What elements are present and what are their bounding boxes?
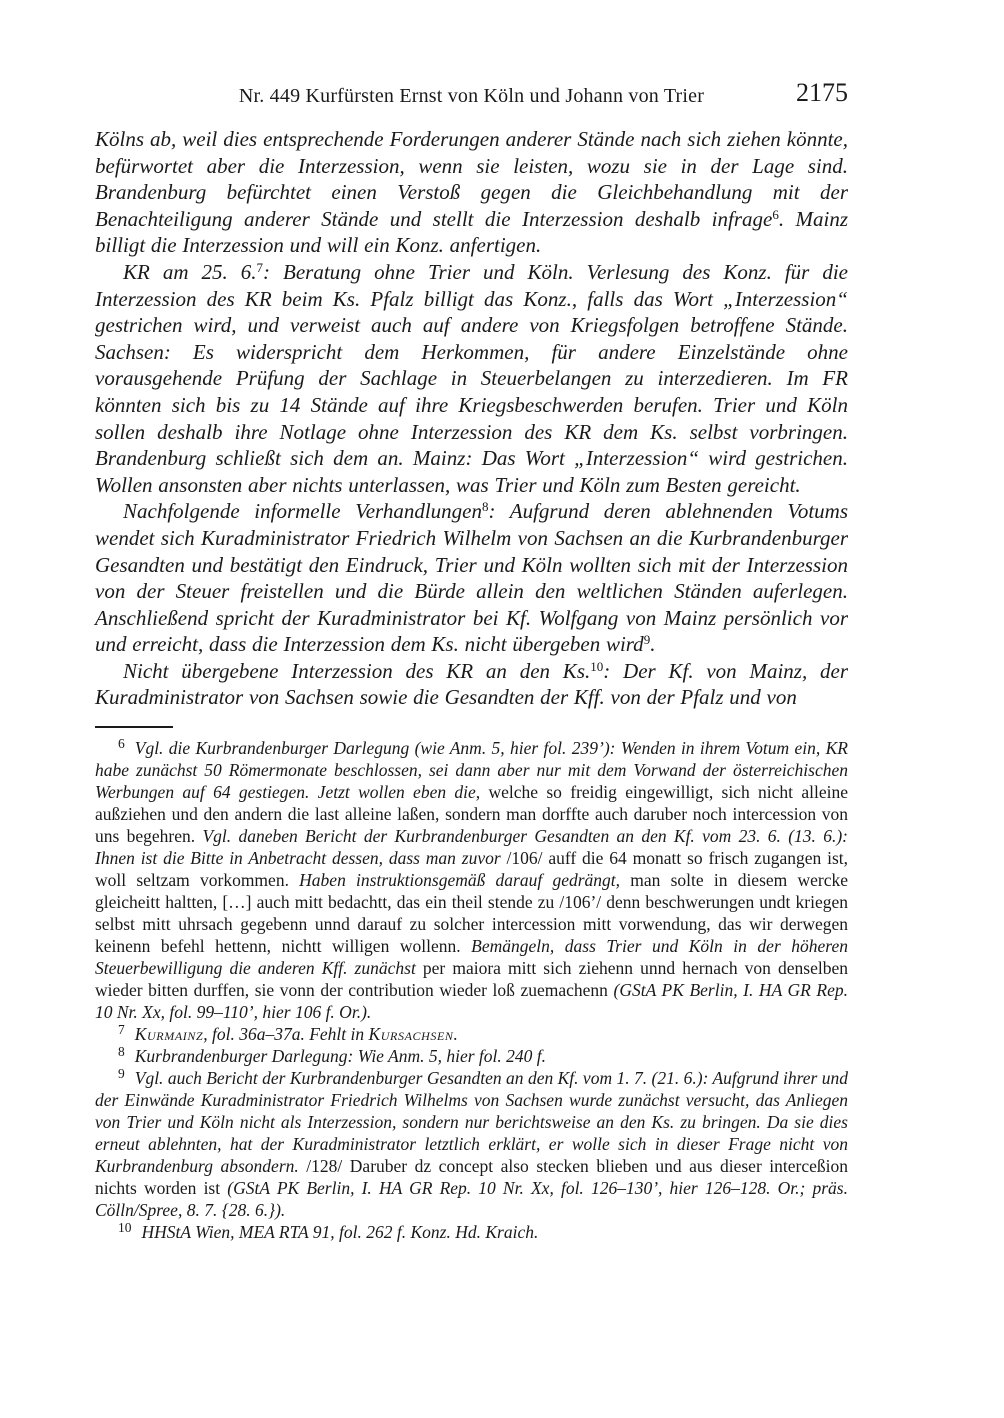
- text-run: Haben instruktionsgemäß darauf gedrängt,: [288, 870, 621, 891]
- text-run: .: [453, 1024, 458, 1045]
- running-head: [95, 78, 848, 114]
- text-run: Nachfolgende informelle Verhandlungen: [123, 499, 482, 524]
- text-run: Kölns ab, weil dies entsprechende Forderungen anderer Stände nach sich ziehen könnte, befürwortet aber die Interzession, wenn sie leisten, wozu sie in der Lage sind. Brandenburg befürchtet einen Verstoß gegen die Gleichbehandlung mit der Benachteiligung anderer Stände und stellt die Interzession deshalb infrage: [95, 127, 848, 231]
- footnote-ref: 10: [590, 658, 604, 674]
- footnote-7: [95, 1023, 848, 1045]
- footnote-ref: 8: [482, 499, 489, 515]
- footnote-ref: 6: [772, 206, 779, 222]
- text-run: Vgl. die Kurbrandenburger Darlegung (wie Anm. 5, hier fol. 239’): Wenden in ihrem Votum ein, KR habe zunächst 50 Römermonate beschlossen, sei dann aber nur mit dem Vorwand der österreichischen Werbungen auf 64 gestiegen. Jetzt wollen eben die,: [95, 738, 848, 803]
- text-run: : Der Kf. von Mainz, der Kuradministrator von Sachsen sowie die Gesandten der Kff. von der Pfalz und von: [95, 658, 848, 710]
- body-paragraph: [95, 658, 848, 711]
- body-text: [95, 126, 848, 711]
- text-run: . Mainz billigt die Interzession und will ein Konz. anfertigen.: [95, 206, 848, 258]
- text-run: , fol. 36a–37a. Fehlt in: [203, 1024, 369, 1045]
- footnote-10: [95, 1221, 848, 1243]
- text-run: (GStA PK Berlin, I. HA GR Rep. 10 Nr. Xx, fol. 126–130’, hier 126–128. Or.; präs. Cölln/Spree, 8. 7. {28. 6.}).: [95, 1178, 848, 1221]
- footnote-9: [95, 1067, 848, 1221]
- text-run: (GStA PK Berlin, I. HA GR Rep. 10 Nr. Xx, fol. 99–110’, hier 106 f. Or.).: [95, 980, 848, 1023]
- footnote-ref: 9: [643, 632, 651, 648]
- footnote-number: 7: [118, 1022, 125, 1037]
- footnote-number: 10: [118, 1220, 132, 1235]
- text-run: /106/ auff die 64 monatt so frisch zugangen ist, woll seltzam vorkommen.: [95, 848, 848, 891]
- footnote-6: [95, 737, 848, 1023]
- text-run: HHStA Wien, MEA RTA 91, fol. 262 f. Konz. Hd. Kraich.: [141, 1222, 539, 1243]
- text-run: /128/ Daruber dz concept also stecken blieben und aus dieser interceßion nichts worden ist: [95, 1156, 849, 1199]
- footnote-separator-rule: [95, 726, 173, 728]
- text-run: Vgl. daneben Bericht der Kurbrandenburger Gesandten an den Kf. vom 23. 6. (13. 6.): Ihnen ist die Bitte in Anbetracht dessen, dass man zuvor: [95, 826, 848, 869]
- text-run: KR am 25. 6.: [123, 259, 257, 284]
- running-head-title: Nr. 449 Kurfürsten Ernst von Köln und Johann von Trier: [238, 85, 705, 107]
- footnote-8: [95, 1045, 848, 1067]
- text-run: .: [650, 632, 656, 657]
- body-paragraph: [95, 126, 848, 259]
- text-run: Bemängeln, dass Trier und Köln in der höheren Steuerbewilligung die anderen Kff. zunächst: [95, 936, 848, 979]
- text-run: welche so freidig eingewilligt, sich nicht alleine außziehen und den andern die last alleine laßen, sondern man dorffte auch daruber noch intercession von uns begehren.: [95, 782, 848, 847]
- text-block: [95, 78, 849, 1243]
- footnote-ref: 7: [256, 259, 264, 275]
- body-paragraph: [95, 498, 848, 658]
- text-run: Kursachsen: [368, 1024, 454, 1045]
- text-run: : Aufgrund deren ablehnenden Votums wendet sich Kuradministrator Friedrich Wilhelm von Sachsen an die Kurbrandenburger Gesandten und bestätigt den Eindruck, Trier und Köln wollten sich mit der Interzession von der Steuer freistellen und die Bürde allein den weltlichen Ständen auferlegen. Anschließend spricht der Kuradministrator bei Kf. Wolfgang von Mainz persönlich vor und erreicht, dass die Interzession dem Ks. nicht übergeben wird: [95, 499, 848, 657]
- text-run: Nicht übergebene Interzession des KR an den Ks.: [123, 658, 591, 683]
- footnote-number: 8: [118, 1044, 125, 1059]
- text-run: : Beratung ohne Trier und Köln. Verlesung des Konz. für die Interzession des KR beim Ks. Pfalz billigt das Konz., falls das Wort „Interzession“ gestrichen wird, und verweist auch auf andere von Kriegsfolgen betroffene Stände. Sachsen: Es widerspricht dem Herkommen, für andere Einzelstände ohne vorausgehende Prüfung der Sachlage in Steuerbelangen zu interzedieren. Im FR könnten sich bis zu 14 Stände auf ihre Kriegsbeschwerden berufen. Trier und Köln sollen deshalb ihre Notlage ohne Interzession des KR dem Ks. selbst vorbringen. Brandenburg schließt sich dem an. Mainz: Das Wort „Interzession“ wird gestrichen. Wollen ansonsten aber nichts unterlassen, was Trier und Köln zum Besten gereicht.: [95, 259, 848, 497]
- page-number: 2175: [796, 78, 848, 107]
- body-paragraph: [95, 259, 848, 498]
- footnote-number: 9: [118, 1066, 125, 1081]
- text-run: per maiora mitt sich ziehenn unnd hernach von denselben wieder bitten durffen, sie vonn der contribution wieder loß zuemachenn: [95, 958, 848, 1001]
- text-run: man solte in diesem wercke gleicheitt haltten, […] auch mitt bedachtt, das ein theil stende zu /106’/ denn beschwerungen undt kriegen selbst mitt uhrsach gegebenn unnd darauf zu solcher intercession mitt vorwendung, das wir derwegen keinenn befehl hettenn, nichtt willigen wollenn.: [95, 870, 848, 957]
- footnote-number: 6: [118, 736, 125, 751]
- text-run: Kurbrandenburger Darlegung: Wie Anm. 5, hier fol. 240 f.: [134, 1046, 546, 1067]
- text-run: Kurmainz: [134, 1024, 204, 1045]
- text-run: Vgl. auch Bericht der Kurbrandenburger Gesandten an den Kf. vom 1. 7. (21. 6.): Aufgrund ihrer und der Einwände Kuradministrator Friedrich Wilhelms von Sachsen wurde zunächst versucht, das Anliegen von Trier und Köln nicht als Interzession, sondern nur berichtsweise an den Ks. zu bringen. Da sie dies erneut ablehnten, hat der Kuradministrator letztlich erklärt, er wolle sich in dieser Frage nicht von Kurbrandenburg absondern.: [95, 1068, 848, 1177]
- footnote-block: [95, 737, 848, 1243]
